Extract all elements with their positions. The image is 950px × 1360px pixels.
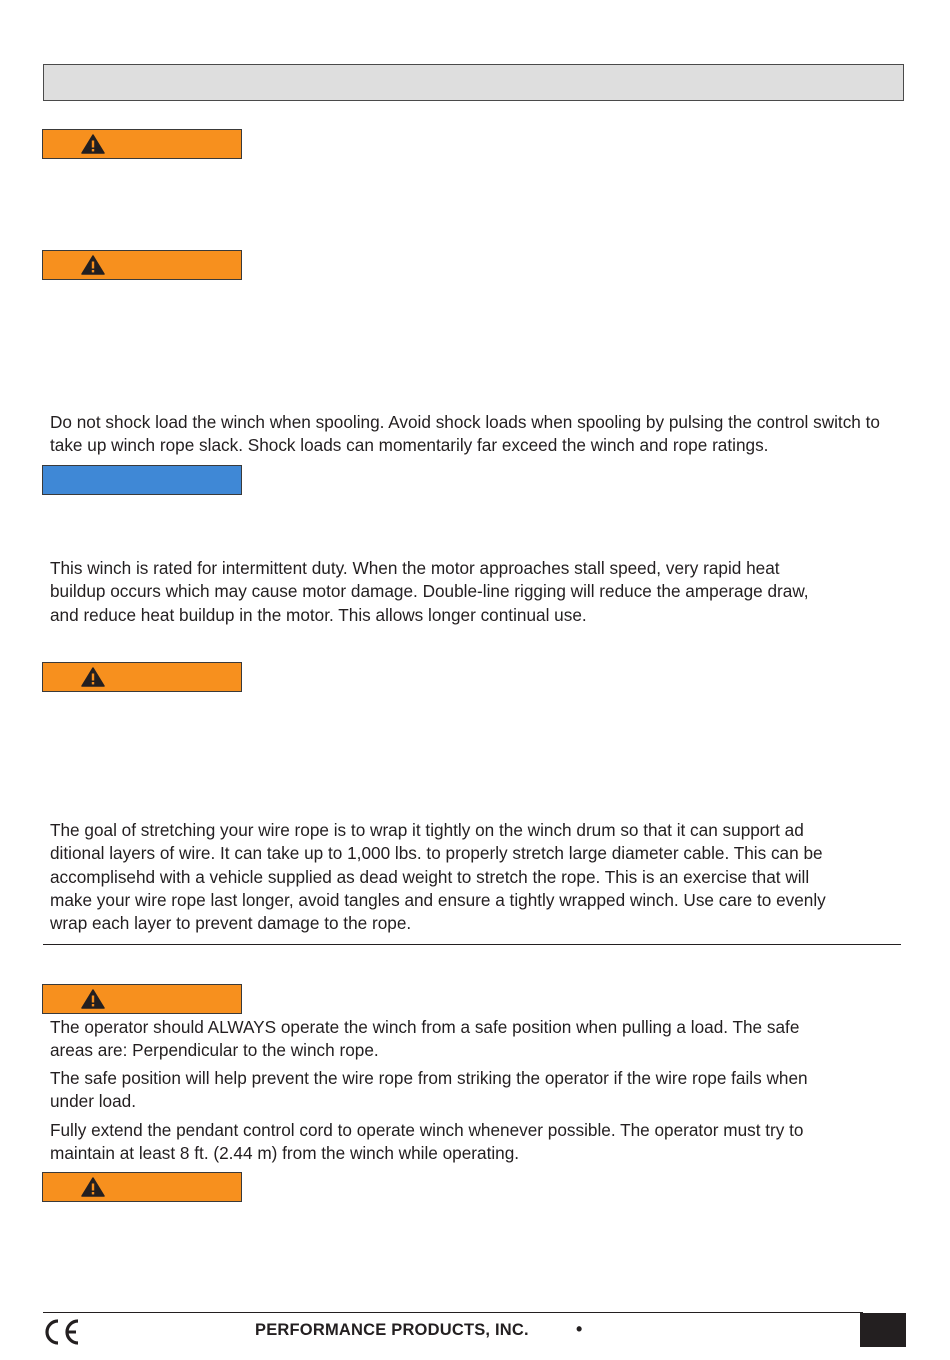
warning-triangle-icon — [81, 989, 105, 1009]
warning-label — [42, 984, 242, 1014]
paragraph-line: make your wire rope last longer, avoid tangles and ensure a tightly wrapped winch. Use care to evenly — [50, 889, 826, 910]
ce-mark-icon — [42, 1317, 82, 1347]
paragraph-line: The operator should ALWAYS operate the winch from a safe position when pulling a load. The safe — [50, 1017, 800, 1037]
shock-load-paragraph — [50, 411, 910, 458]
paragraph-line: The safe position will help prevent the wire rope from striking the operator if the wire rope fails when — [50, 1068, 808, 1088]
warning-triangle-icon — [81, 255, 105, 275]
shock-load-text: Do not shock load the winch when spooling. Avoid shock loads when spooling by pulsing the control switch to take up winch rope slack. Shock loads can momentarily far exceed the winch and rope ratings. — [50, 412, 880, 456]
paragraph-line: ditional layers of wire. It can take up to 1,000 lbs. to properly stretch large diameter cable. This can be — [50, 843, 823, 864]
paragraph-line: and reduce heat buildup in the motor. This allows longer continual use. — [50, 604, 587, 625]
footer-bullet: • — [576, 1319, 583, 1339]
warning-label — [42, 662, 242, 692]
paragraph-line: wrap each layer to prevent damage to the rope. — [50, 913, 412, 934]
paragraph-line: Fully extend the pendant control cord to operate winch whenever possible. The operator must try to — [50, 1120, 804, 1140]
notice-label — [42, 465, 242, 495]
footer-company-name: PERFORMANCE PRODUCTS, INC. — [255, 1321, 529, 1339]
warning-triangle-icon — [81, 667, 105, 687]
warning-triangle-icon — [81, 134, 105, 154]
footer-rule — [43, 1312, 863, 1313]
paragraph-line: accomplisehd with a vehicle supplied as dead weight to stretch the rope. This is an exercise that will — [50, 866, 810, 887]
warning-label — [42, 250, 242, 280]
paragraph-line: buildup occurs which may cause motor damage. Double-line rigging will reduce the amperage draw, — [50, 581, 809, 602]
paragraph-line: This winch is rated for intermittent duty. When the motor approaches stall speed, very rapid heat — [50, 558, 780, 578]
page-number-tab — [860, 1313, 906, 1347]
paragraph-line: under load. — [50, 1091, 137, 1112]
section-header-band — [43, 64, 904, 101]
safe-position-paragraph — [50, 1067, 910, 1114]
wire-rope-stretching-paragraph — [50, 819, 910, 935]
operator-safe-position-paragraph — [50, 1016, 910, 1063]
intermittent-duty-paragraph — [50, 557, 910, 627]
warning-label — [42, 1172, 242, 1202]
paragraph-line: areas are: Perpendicular to the winch rope. — [50, 1040, 379, 1061]
paragraph-line: maintain at least 8 ft. (2.44 m) from the winch while operating. — [50, 1143, 520, 1164]
pendant-control-paragraph — [50, 1119, 910, 1166]
section-divider — [43, 944, 901, 945]
warning-triangle-icon — [81, 1177, 105, 1197]
paragraph-line: The goal of stretching your wire rope is to wrap it tightly on the winch drum so that it can support ad — [50, 820, 804, 840]
warning-label — [42, 129, 242, 159]
